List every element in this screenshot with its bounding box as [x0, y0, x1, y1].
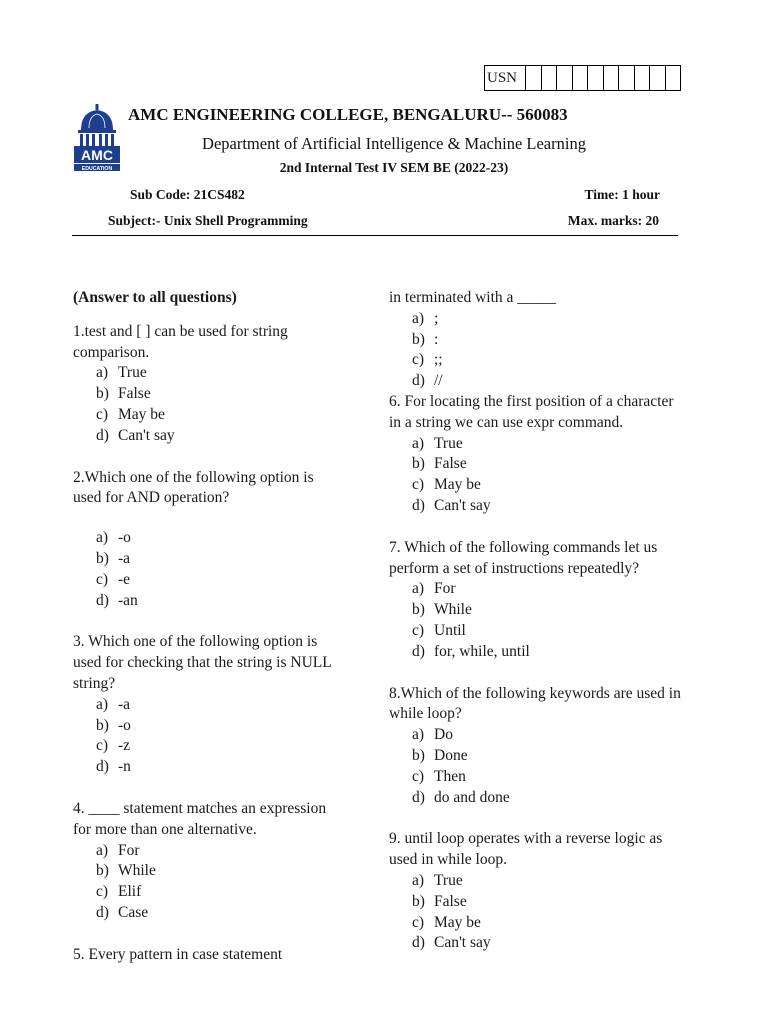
- question-text: 3. Which one of the following option is used for checking that the string is NULL string?: [73, 633, 332, 692]
- question-5: [73, 945, 333, 966]
- logo-text: AMC: [81, 147, 113, 163]
- option: a) Do: [412, 726, 453, 744]
- question-6: [389, 392, 689, 517]
- options-list: [389, 871, 689, 954]
- options-list: [389, 309, 689, 392]
- question-4: [73, 799, 333, 924]
- option: c) May be: [412, 913, 481, 931]
- usn-box: [588, 66, 604, 91]
- header-divider: [72, 235, 678, 236]
- usn-box: [603, 66, 619, 91]
- option: a) -a: [96, 695, 131, 713]
- option: c) Elif: [96, 883, 142, 901]
- option: a) True: [412, 434, 463, 452]
- usn-box: [650, 66, 666, 91]
- option: d) //: [412, 372, 443, 390]
- option: d) for, while, until: [412, 642, 530, 660]
- option: a) For: [412, 580, 456, 598]
- option: b) While: [96, 862, 156, 880]
- option: a) True: [96, 364, 147, 382]
- option: d) -n: [96, 758, 131, 776]
- department-name: Department of Artificial Intelligence & Machine Learning: [202, 134, 586, 153]
- question-3: [73, 632, 333, 778]
- option: d) Can't say: [96, 426, 175, 444]
- option: c) May be: [96, 405, 165, 423]
- option: c) Then: [412, 767, 466, 785]
- option: c) May be: [412, 476, 481, 494]
- option: a) ;: [412, 309, 439, 327]
- question-7: [389, 538, 689, 663]
- usn-box: [541, 66, 557, 91]
- question-text: 5. Every pattern in case statement: [73, 945, 283, 963]
- options-list: [389, 725, 689, 808]
- option: a) For: [96, 841, 140, 859]
- question-text: 8.Which of the following keywords are used in while loop?: [389, 684, 681, 723]
- option: d) Can't say: [412, 496, 491, 514]
- question-text: 7. Which of the following commands let us perform a set of instructions repeatedly?: [389, 538, 658, 577]
- option: b) -o: [96, 716, 131, 734]
- option: c) -e: [96, 570, 131, 588]
- option: b) False: [96, 385, 151, 403]
- instruction: (Answer to all questions): [73, 289, 237, 306]
- usn-box: [572, 66, 588, 91]
- question-text: in terminated with a _____: [389, 289, 557, 306]
- question-1: [73, 322, 333, 447]
- usn-box: [557, 66, 573, 91]
- left-column: [73, 288, 333, 966]
- test-title: 2nd Internal Test IV SEM BE (2022-23): [279, 160, 509, 175]
- option: b) -a: [96, 549, 131, 567]
- question-8: [389, 684, 689, 809]
- max-marks: Max. marks: 20: [567, 213, 659, 228]
- options-list: [73, 363, 333, 446]
- options-list: [389, 434, 689, 517]
- question-9: [389, 829, 689, 954]
- logo-subtext: EDUCATION: [81, 166, 113, 172]
- option: c) ;;: [412, 351, 443, 369]
- right-column: [389, 288, 689, 954]
- options-list: [389, 579, 689, 662]
- question-5-continued: [389, 288, 689, 392]
- option: a) True: [412, 871, 463, 889]
- subject: Subject:- Unix Shell Programming: [108, 213, 308, 228]
- question-text: 9. until loop operates with a reverse logic as used in while loop.: [389, 830, 663, 869]
- option: b) While: [412, 601, 472, 619]
- option: a) -o: [96, 529, 131, 547]
- option: d) Case: [96, 903, 149, 921]
- usn-box: [665, 66, 681, 91]
- question-2: [73, 468, 333, 612]
- usn-label: USN: [485, 66, 526, 91]
- question-text: 1.test and [ ] can be used for string comparison.: [73, 322, 288, 361]
- option: d) -an: [96, 591, 138, 609]
- option: d) do and done: [412, 788, 510, 806]
- question-text: 4. ____ statement matches an expression for more than one alternative.: [73, 799, 327, 838]
- option: b) :: [412, 330, 439, 348]
- usn-box: [526, 66, 542, 91]
- options-list: [73, 695, 333, 778]
- college-name: AMC ENGINEERING COLLEGE, BENGALURU-- 560083: [128, 105, 568, 124]
- time-allowed: Time: 1 hour: [584, 187, 660, 202]
- options-list: [73, 841, 333, 924]
- option: c) -z: [96, 737, 131, 755]
- question-text: 2.Which one of the following option is used for AND operation?: [73, 468, 314, 507]
- usn-box: [634, 66, 650, 91]
- option: b) Done: [412, 746, 468, 764]
- usn-grid: [484, 65, 681, 91]
- option: b) False: [412, 455, 467, 473]
- options-list: [73, 528, 333, 611]
- sub-code: Sub Code: 21CS482: [130, 187, 245, 202]
- question-text: 6. For locating the first position of a character in a string we can use expr command.: [389, 392, 674, 431]
- usn-box: [619, 66, 635, 91]
- option: d) Can't say: [412, 934, 491, 952]
- option: b) False: [412, 892, 467, 910]
- option: c) Until: [412, 621, 466, 639]
